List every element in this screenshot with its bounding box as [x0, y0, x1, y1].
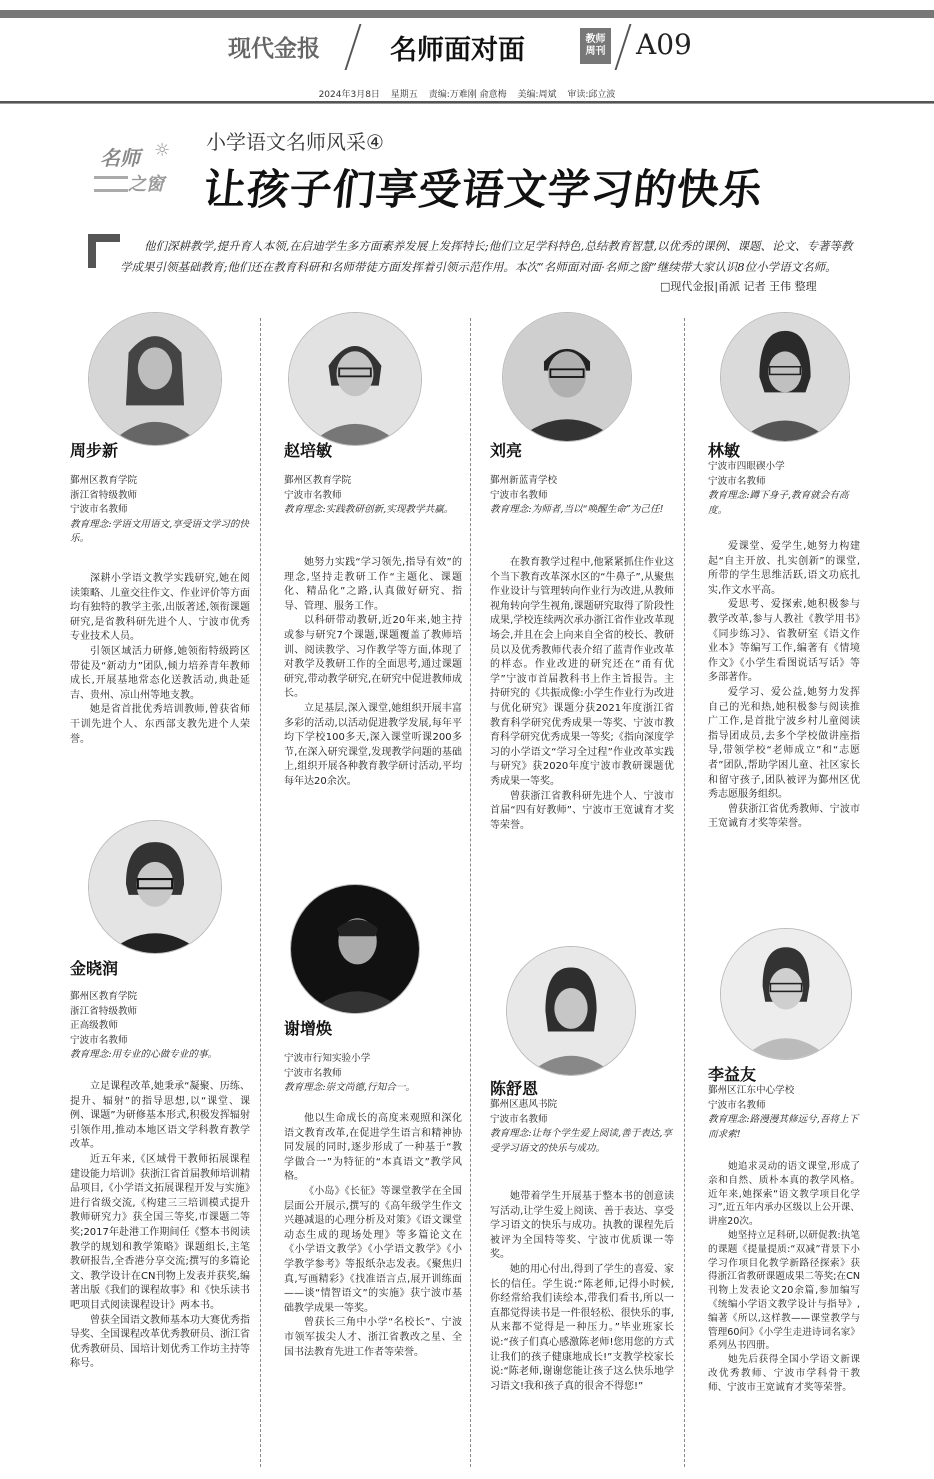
teacher-photo	[720, 312, 850, 442]
intro-text: 他们深耕教学,提升育人本领,在启迪学生多方面素养发展上发挥特长;他们立足学科特色,总结教育智慧,以优秀的课例、课题、论文、专著等教学成果引领基础教育;他们还在教育科研和名师带徒方面发挥着引领示范作用。本次“名师面对面·名师之窗”继续带大家认识8位小学语文名师。	[120, 239, 853, 274]
teacher-org: 鄞州新蓝青学校	[490, 475, 558, 486]
teacher-info	[70, 474, 250, 547]
bio-paragraph: 爱学习、爱公益,她努力发挥自己的光和热,她积极参与阅读推广工作,是首批宁波乡村儿童阅读指导团成员,去多个学校做讲座指导,带领学校“老师成立”和“志愿者”团队,帮助学困儿童、社区家长和留守孩子,团队被评为鄞州区优秀志愿服务组织。	[708, 686, 860, 801]
issue-editors: 责编:万难刚 俞意梅	[428, 90, 507, 100]
teacher-name: 赵培敏	[284, 441, 333, 460]
teacher-title: 浙江省特级教师	[70, 489, 138, 501]
issue-proof: 审读:邱立波	[567, 90, 616, 100]
teacher-org: 鄞州区江东中心学校	[708, 1085, 795, 1096]
series-title: 小学语文名师风采④	[206, 130, 384, 154]
bio-paragraph: 曾获浙江省优秀教师、宁波市王宽诚育才奖等荣誉。	[708, 803, 860, 830]
quote-mark-icon	[88, 234, 120, 268]
teacher-idea: 教育理念:实践教研创新,实现教学共赢。	[284, 504, 454, 516]
teacher-idea: 教育理念:路漫漫其修远兮,吾将上下而求索!	[708, 1114, 859, 1140]
bio-paragraph: 她追求灵动的语文课堂,形成了亲和自然、质朴本真的教学风格。近年来,她探索“语文教学项目化学习”,近五年内承办区级以上公开课、讲座20次。	[708, 1161, 860, 1228]
teacher-info	[490, 474, 674, 518]
teacher-org: 宁波市四眼碶小学	[708, 461, 785, 472]
issue-weekday: 星期五	[390, 90, 418, 100]
teacher-org: 鄞州区教育学院	[284, 475, 352, 486]
brand-name: 现代金报	[228, 35, 320, 62]
teacher-bio	[70, 572, 250, 747]
bio-paragraph: 曾获浙江省教科研先进个人、宁波市首届“四有好教师”、宁波市王宽诚育才奖等荣誉。	[490, 790, 674, 831]
divider-slash	[615, 24, 632, 70]
bio-paragraph: 他以生命成长的高度来观照和深化语文教育改革,在促进学生语言和精神协同发展的同时,逐步形成了一种基于“教学做合一”为特征的“本真语文”教学风格。	[284, 1113, 462, 1183]
teacher-photo	[290, 884, 420, 1014]
teacher-title: 宁波市名教师	[708, 475, 766, 487]
bio-paragraph: 爱课堂、爱学生,她努力构建起“自主开放、扎实创新”的课堂,所带的学生思维活跃,语文功底扎实,作文水平高。	[708, 541, 860, 596]
top-rule	[0, 10, 934, 18]
teacher-bio	[490, 1190, 674, 1394]
bio-paragraph: 爱思考、爱探索,她积极参与教学改革,参与人教社《教学用书》《同步练习》、省教研室《语文作业本》等编写工作,编著有《情境作文》《小学生看图说话写话》等多部著作。	[708, 599, 860, 684]
teacher-name: 金晓润	[70, 959, 119, 978]
teacher-title: 宁波市名教师	[284, 1067, 342, 1079]
issue-meta	[0, 87, 934, 100]
masthead	[0, 22, 934, 80]
byline: □现代金报|甬派 记者 王伟 整理	[660, 280, 817, 293]
teacher-photo	[88, 820, 222, 954]
page-number: A09	[636, 28, 692, 61]
teacher-bio	[708, 540, 860, 832]
teacher-title: 正高级教师	[70, 1020, 118, 1032]
teacher-info	[490, 1098, 674, 1156]
bio-paragraph: 曾获长三角中小学“名校长”、宁波市领军拔尖人才、浙江省教改之星、全国书法教育先进工作者等荣誉。	[284, 1317, 462, 1358]
teacher-info	[708, 1084, 860, 1142]
teacher-title: 浙江省特级教师	[70, 1005, 138, 1017]
teacher-idea: 教育理念:学语文用语文,享受语文学习的快乐。	[70, 518, 249, 545]
headline: 让孩子们享受语文学习的快乐	[201, 165, 766, 214]
logo-line1: 名师	[100, 146, 140, 170]
divider-slash	[345, 24, 362, 70]
bio-paragraph: 她先后获得全国小学语文新课改优秀教师、宁波市学科骨干教师、宁波市王宽诚育才奖等荣誉。	[708, 1354, 860, 1393]
bio-paragraph: 她的用心付出,得到了学生的喜爱、家长的信任。学生说:“陈老师,记得小时候,你经常给我们读绘本,带我们看书,所以一直都觉得读书是一件很轻松、很快乐的事,从来都不觉得是一种压力。”毕业班家长说:“孩子们真心感激陈老师!您用您的方式让我们的孩子健康地成长!”支教学校家长说:“陈老师,谢谢您能让孩子这么快乐地学习语文!我和孩子真的很舍不得您!”	[490, 1263, 674, 1392]
weekly-badge	[580, 28, 611, 64]
teacher-info	[70, 990, 250, 1063]
teacher-org: 宁波市行知实验小学	[284, 1053, 371, 1064]
column-divider	[260, 318, 261, 1467]
teacher-name: 周步新	[70, 441, 119, 460]
teacher-title: 宁波市名教师	[70, 504, 128, 516]
bio-paragraph: 曾获全国语文教师基本功大赛优秀指导奖、全国课程改革优秀教研员、浙江省优秀教研员、国培计划优秀工作坊主持等称号。	[70, 1314, 250, 1370]
teacher-name: 陈舒恩	[490, 1079, 539, 1098]
bio-paragraph: 立足基层,深入课堂,她组织开展丰富多彩的活动,以活动促进教学发展,每年平均下学校100多天,深入课堂听课200多节,在深入研究课堂,发现教学问题的基础上,组织开展各种教育教学研讨活动,平均每年达20余次。	[284, 702, 462, 787]
bio-paragraph: 在教育教学过程中,他紧紧抓住作业这个当下教育改革深水区的“牛鼻子”,从聚焦作业设计与管理转向作业行为改进,从教师视角转向学生视角,课题研究取得了阶段性成果,学校连续两次承办浙江省作业改革现场会,并且在会上向来自全省的校长、教研员以及优秀教师代表介绍了蓝青作业改革的样态。作业改进的研究还在“甬有优学”宁波市首届教科书上作主旨报告。主持研究的《共振成像:小学生作业行为改进与优化研究》课题分获2021年度浙江省教育科学研究优秀成果一等奖、宁波市教育科学研究优秀成果一等奖;《指向深度学习的小学语文“学习全过程”作业改革实践与研究》获2020年度宁波市教研课题优秀成果一等奖。	[490, 557, 674, 787]
bio-paragraph: 引领区域活力研修,她领衔特级跨区带徒及“新动力”团队,倾力培养青年教师成长,开展基地常态化送教活动,典赴延吉、贵州、凉山州等地支教。	[70, 645, 250, 701]
issue-date: 2024年3月8日	[318, 90, 380, 100]
wave-icon	[94, 176, 128, 192]
bio-paragraph: 立足课程改革,她秉承“凝聚、历练、提升、辐射”的指导思想,以“课堂、课例、课题”为研修基本形式,积极发挥辐射引领作用,推动本地区语文学科教育教学改革。	[70, 1081, 250, 1151]
teacher-name: 林敏	[708, 441, 741, 460]
column-divider	[470, 318, 471, 1467]
teacher-title: 宁波市名教师	[708, 1099, 766, 1111]
teacher-idea: 教育理念:用专业的心做专业的事。	[70, 1049, 218, 1061]
teacher-title: 宁波市名教师	[284, 489, 342, 501]
teacher-org: 鄞州区教育学院	[70, 991, 138, 1002]
bio-paragraph: 她努力实践“学习领先,指导有效”的理念,坚持走教研工作“主题化、课题化、精品化”之路,认真做好研究、指导、管理、服务工作。	[284, 557, 462, 612]
bio-paragraph: 她是省首批优秀培训教师,曾获省师干训先进个人、东西部支教先进个人荣誉。	[70, 704, 250, 745]
teacher-photo	[502, 312, 632, 442]
teacher-bio	[490, 556, 674, 833]
teacher-info	[708, 460, 860, 518]
teacher-bio	[70, 1080, 250, 1372]
teacher-bio	[284, 1112, 462, 1360]
teacher-title: 宁波市名教师	[490, 1113, 548, 1125]
teacher-name: 谢增焕	[284, 1019, 333, 1038]
teacher-photo	[288, 312, 422, 446]
logo-line2: 之窗	[128, 174, 164, 195]
bio-paragraph: 近五年来,《区域骨干教师拓展课程建设能力培训》获浙江省首届教师培训精品项目,《小学语文拓展课程开发与实施》进行省级交流,《构建三三培训模式提升教师研究力》获全国三等奖,市课题二等奖;2017年赴港工作期间任《整本书阅读教学的规划和教学策略》课题组长,主笔教研报告,全香港分享交流;撰写的多篇论文、教学设计在CN刊物上发表并获奖,编著出版《我们的课程故事》和《快乐读书吧项目式阅读课程设计》两本书。	[70, 1153, 250, 1311]
teacher-info	[284, 474, 464, 518]
sun-icon: ☼	[154, 140, 171, 161]
teacher-title: 宁波市名教师	[70, 1034, 128, 1046]
section-title: 名师面对面	[390, 35, 525, 66]
teacher-bio	[284, 556, 462, 790]
teacher-idea: 教育理念:让每个学生爱上阅读,善于表达,享受学习语文的快乐与成功。	[490, 1128, 673, 1154]
weekly-badge-line2: 周刊	[585, 46, 606, 57]
teacher-bio	[708, 1160, 860, 1395]
teacher-photo	[720, 928, 852, 1060]
bio-paragraph: 《小岛》《长征》等课堂教学在全国层面公开展示,撰写的《高年级学生作文兴趣减退的心理分析及对策》《语文课堂动态生成的现场处理》等多篇论文在《小学语文教学》《小学语文教学》《小学教学参考》等报纸杂志发表。《聚焦归真,写画精彩》《找准语言点,展开训练面——谈“情智语文”的实施》获宁波市基础教学成果一等奖。	[284, 1185, 462, 1314]
teacher-org: 鄞州区教育学院	[70, 475, 138, 486]
teacher-photo	[506, 946, 636, 1076]
column-logo	[82, 140, 192, 206]
teacher-idea: 教育理念:蹲下身子,教育就会有高度。	[708, 490, 849, 516]
teacher-idea: 教育理念:崇文尚德,行知合一。	[284, 1082, 416, 1094]
issue-designer: 美编:周斌	[517, 90, 557, 100]
teacher-name: 刘亮	[490, 441, 523, 460]
teacher-name: 李益友	[708, 1065, 757, 1084]
teacher-org: 鄞州区惠风书院	[490, 1099, 558, 1110]
column-divider	[684, 318, 685, 1467]
teacher-title: 宁波市名教师	[490, 489, 548, 501]
bio-paragraph: 她坚持立足科研,以研促教:执笔的课题《提量提质:“双减”背景下小学习作项目化教学新路径探索》获得浙江省教研课题成果二等奖;在CN刊物上发表论文20余篇,参加编写《统编小学语文教学设计与指导》,编著《所以,这样教——课堂教学与管理60问》《小学生走进诗词名家》系列丛书四册。	[708, 1229, 860, 1352]
teacher-photo	[88, 312, 222, 446]
teacher-info	[284, 1052, 464, 1096]
weekly-badge-line1: 教师	[585, 34, 606, 45]
bio-paragraph: 以科研带动教研,近20年来,她主持或参与研究7个课题,课题覆盖了教师培训、阅读教学、习作教学等方面,体现了对教学及教研工作的全面思考,通过课题研究,带动教学研究,在研究中促进教师成长。	[284, 615, 462, 700]
bio-paragraph: 她带着学生开展基于整本书的创意读写活动,让学生爱上阅读、善于表达、享受学习语文的快乐与成功。执教的课程先后被评为全国特等奖、宁波市优质课一等奖。	[490, 1191, 674, 1261]
header-separator	[0, 101, 934, 104]
bio-paragraph: 深耕小学语文教学实践研究,她在阅读策略、儿童交往作文、作业评价等方面均有独特的教学主张,出版著述,领衔课题研究,是省教科研先进个人、宁波市优秀专业技术人员。	[70, 573, 250, 643]
teacher-idea: 教育理念:为师者,当以“唤醒生命”为己任!	[490, 504, 664, 516]
